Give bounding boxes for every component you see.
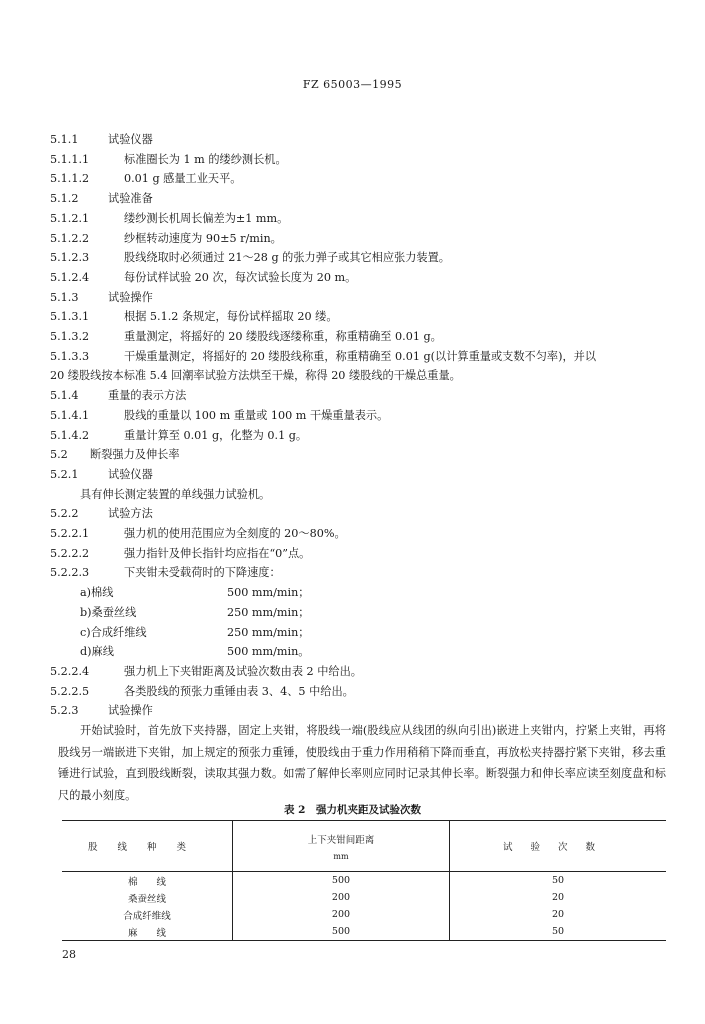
speed-item <box>80 606 309 620</box>
cell-count: 20 <box>450 906 667 923</box>
clause-text: 强力机的使用范围应为全刻度的 20～80%。 <box>124 527 346 540</box>
clause-text: 0.01 g 感量工业天平。 <box>124 172 242 186</box>
speed-value: 500 mm/min。 <box>227 645 310 659</box>
clause-line <box>50 468 153 482</box>
clause-number: 5.2.2.5 <box>50 684 90 698</box>
clause-line <box>50 192 153 206</box>
clause-number: 5.1.3.1 <box>50 310 90 324</box>
clause-line <box>50 389 186 403</box>
clause-number: 5.1.1.1 <box>50 152 90 166</box>
table-row <box>62 889 666 906</box>
clause-text: 每份试样试验 20 次，每次试验长度为 20 m。 <box>124 270 357 284</box>
clause-line <box>50 153 287 167</box>
clause-text: 断裂强力及伸长率 <box>90 448 180 462</box>
clause-text: 纱框转动速度为 90±5 r/min。 <box>124 231 282 245</box>
speed-value: 250 mm/min； <box>227 625 310 639</box>
clause-text: 试验准备 <box>108 192 153 206</box>
speed-label: d)麻线 <box>80 645 114 659</box>
clause-number: 5.2.2.2 <box>50 546 90 560</box>
cell-count: 20 <box>450 889 667 906</box>
test-procedure-paragraph: 开始试验时，首先放下夹持器，固定上夹钳，将股线一端(股线应从线团的纵向引出)嵌进上夹钳内，拧紧上夹钳，再将股线另一端嵌进下夹钳，加上规定的预张力重锤，使股线由于重力作用稍稍下降而垂直，再放松夹持器拧紧下夹钳，移去重锤进行试验，直到股线断裂，读取其强力数。如需了解伸长率则应同时记录其伸长率。断裂强力和伸长率应读至刻度盘和标尺的最小刻度。 <box>58 724 666 802</box>
clause-text: 强力机上下夹钳距离及试验次数由表 2 中给出。 <box>124 664 362 678</box>
clause-text: 各类股线的预张力重锤由表 3、4、5 中给出。 <box>124 684 354 698</box>
cell-type: 合成纤维线 <box>123 910 171 922</box>
clause-line <box>50 704 153 718</box>
document-header: FZ 65003—1995 <box>302 78 403 91</box>
clause-number: 5.2.1 <box>50 467 79 481</box>
clause-number: 5.2.3 <box>50 704 79 718</box>
cell-distance: 200 <box>233 906 450 923</box>
clause-number: 5.1.4 <box>50 389 79 403</box>
cell-type: 棉 线 <box>127 876 166 888</box>
cell-count: 50 <box>450 872 667 890</box>
clause-text: 重量测定，将摇好的 20 缕股线逐缕称重，称重精确至 0.01 g。 <box>124 330 442 343</box>
table-header-row <box>62 821 666 872</box>
speed-value: 500 mm/min； <box>227 586 310 600</box>
clause-text: 试验方法 <box>108 507 153 521</box>
clause-number: 5.1.2 <box>50 192 79 206</box>
clause-line <box>50 369 461 383</box>
speed-label: c)合成纤维线 <box>80 625 147 639</box>
clause-line <box>50 172 242 186</box>
clause-line <box>50 350 596 364</box>
clause-number: 5.1.3 <box>50 290 79 304</box>
clause-line <box>50 291 153 305</box>
clause-text: 缕纱测长机周长偏差为±1 mm。 <box>124 211 289 225</box>
clause-line <box>50 133 153 147</box>
table-row <box>62 872 666 890</box>
cell-distance: 500 <box>233 872 450 890</box>
clause-number: 5.1.4.1 <box>50 408 90 422</box>
clause-line <box>50 507 153 521</box>
clause-text: 根据 5.1.2 条规定，每份试样摇取 20 缕。 <box>124 310 338 324</box>
clause-line <box>50 665 362 679</box>
header-test-count: 试验次数 <box>450 821 667 872</box>
clause-line <box>50 310 338 324</box>
clause-text: 重量计算至 0.01 g，化整为 0.1 g。 <box>124 428 308 442</box>
cell-type: 麻 线 <box>62 923 233 941</box>
speed-label: a)棉线 <box>80 586 114 600</box>
clamp-distance-table <box>62 820 666 941</box>
speed-value: 250 mm/min； <box>227 605 310 619</box>
speed-item <box>80 586 309 600</box>
clause-text: 干燥重量测定，将摇好的 20 缕股线称重，称重精确至 0.01 g(以计算重量或支数不匀率)，并以 <box>124 349 597 363</box>
clause-text: 股线绕取时必须通过 21～28 g 的张力弹子或其它相应张力装置。 <box>124 251 450 265</box>
speed-item <box>80 626 309 640</box>
header-clamp-distance <box>233 821 450 872</box>
header-distance-label: 上下夹钳间距离 <box>307 834 375 846</box>
clause-number: 5.1.3.3 <box>50 349 90 363</box>
clause-number: 5.2.2.3 <box>50 566 90 580</box>
clause-number: 5.1.2.3 <box>50 251 90 265</box>
clause-line <box>50 251 450 265</box>
clause-text: 试验操作 <box>108 704 153 718</box>
clause-text: 重量的表示方法 <box>108 389 187 403</box>
clause-line <box>50 232 282 246</box>
clause-line <box>50 448 180 462</box>
clause-text: 股线的重量以 100 m 重量或 100 m 干燥重量表示。 <box>124 408 389 422</box>
clause-line <box>50 566 281 580</box>
clause-number: 5.1.1.2 <box>50 172 90 186</box>
table-row <box>62 906 666 923</box>
clause-line <box>50 409 388 423</box>
cell-distance: 500 <box>233 923 450 941</box>
clause-line <box>50 527 346 541</box>
speed-label: b)桑蚕丝线 <box>80 605 137 619</box>
clause-number: 5.1.1 <box>50 133 79 146</box>
clause-line <box>50 685 354 699</box>
header-yarn-type: 股线种类 <box>62 821 233 872</box>
clause-number: 5.1.2.4 <box>50 270 90 284</box>
clause-number: 5.2.2.4 <box>50 664 90 678</box>
clause-number: 5.1.4.2 <box>50 428 90 442</box>
table-row <box>62 923 666 941</box>
speed-item <box>80 645 309 659</box>
cell-count: 50 <box>450 923 667 941</box>
clause-text: 强力指针及伸长指针均应指在“0”点。 <box>124 546 311 560</box>
clause-line <box>50 212 288 226</box>
clause-number: 5.1.2.2 <box>50 231 90 245</box>
clause-text: 试验仪器 <box>108 467 153 481</box>
table-caption: 表 2 强力机夹距及试验次数 <box>284 804 421 816</box>
clause-text: 试验操作 <box>108 290 153 304</box>
clause-number: 5.1.2.1 <box>50 211 90 225</box>
clause-number: 5.2.2 <box>50 507 79 521</box>
cell-type: 桑蚕丝线 <box>127 893 166 905</box>
clause-line <box>50 271 356 285</box>
page-number: 28 <box>62 948 76 961</box>
clause-text: 具有伸长测定装置的单线强力试验机。 <box>80 487 271 501</box>
clause-number: 5.1.3.2 <box>50 330 90 343</box>
clause-number: 5.2 <box>50 448 68 462</box>
clause-text: 20 缕股线按本标准 5.4 回潮率试验方法烘至干燥，称得 20 缕股线的干燥总重量。 <box>50 369 461 383</box>
header-distance-unit: mm <box>333 851 349 861</box>
clause-line <box>80 488 270 502</box>
clause-text: 下夹钳未受载荷时的下降速度： <box>124 566 281 580</box>
clause-line <box>50 330 442 344</box>
clause-number: 5.2.2.1 <box>50 527 90 540</box>
clause-line <box>50 429 307 443</box>
clause-text: 标准圈长为 1 m 的缕纱测长机。 <box>124 152 287 166</box>
cell-distance: 200 <box>233 889 450 906</box>
clause-line <box>50 547 310 561</box>
clause-text: 试验仪器 <box>108 133 153 146</box>
